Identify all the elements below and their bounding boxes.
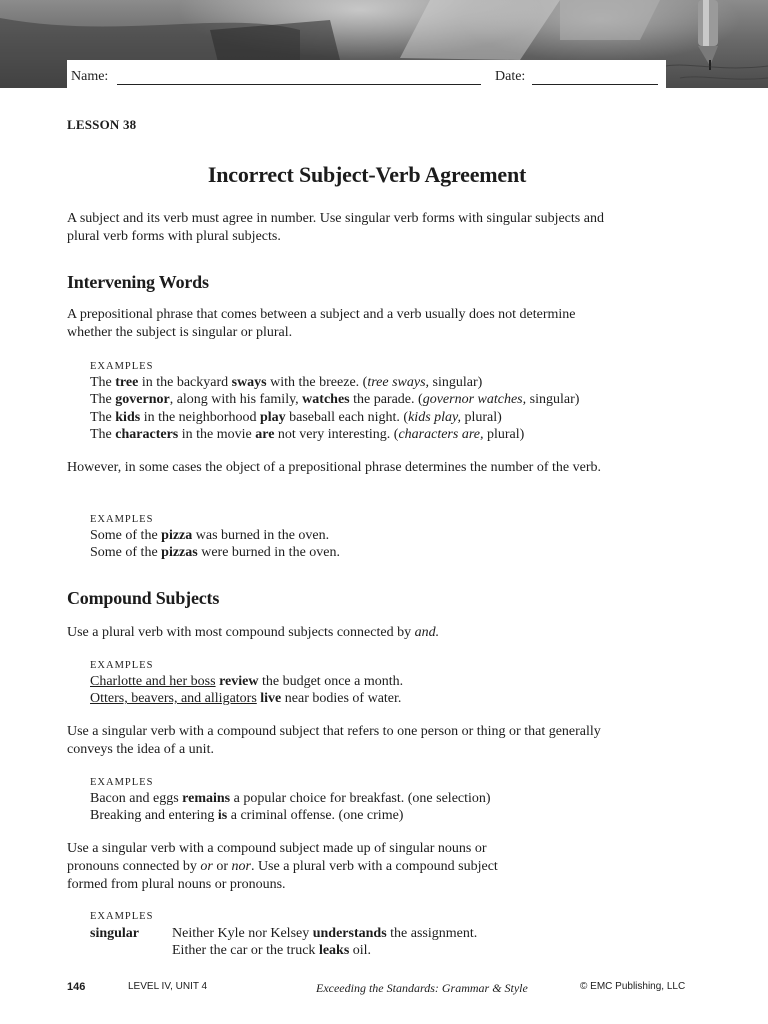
examples-label: EXAMPLES: [90, 911, 154, 922]
example-line: [172, 942, 650, 959]
examples-list: [90, 673, 650, 708]
page-title: Incorrect Subject-Verb Agreement: [207, 162, 527, 187]
bold-term: play: [259, 409, 286, 425]
examples-label: EXAMPLES: [90, 514, 154, 525]
emphasis-and: and.: [414, 625, 440, 640]
text-segment: The: [90, 392, 116, 408]
name-field-line[interactable]: [117, 84, 481, 85]
date-label: Date:: [495, 69, 526, 84]
text-segment: or: [212, 859, 232, 874]
text-segment: in the neighborhood: [140, 409, 260, 425]
bold-term: remains: [182, 791, 231, 806]
bold-term: leaks: [318, 943, 350, 959]
text-segment: a criminal offense. (one crime): [227, 808, 404, 824]
footer-book-title: Exceeding the Standards: Grammar & Style: [316, 981, 528, 995]
examples-list: [90, 374, 650, 443]
footer-level: LEVEL IV, UNIT 4: [128, 981, 208, 992]
examples-list: [90, 790, 650, 825]
bold-term: governor: [115, 392, 170, 408]
italic-note: kids play,: [408, 409, 461, 425]
section-heading-compound-subjects: Compound Subjects: [67, 588, 220, 608]
text-segment: in the movie: [178, 426, 256, 442]
bold-term: characters: [115, 426, 179, 442]
underlined-subject: Otters, beavers, and alligators: [90, 691, 257, 707]
example-line: [90, 409, 650, 426]
compound-paragraph-1: [67, 624, 607, 642]
bold-term: review: [219, 674, 259, 689]
example-line: [90, 391, 650, 408]
examples-label: EXAMPLES: [90, 777, 154, 788]
text-segment: plural): [483, 426, 525, 442]
intro-paragraph: A subject and its verb must agree in number. Use singular verb forms with singular subjects and plural verb forms with plural subjects.: [67, 211, 604, 244]
italic-note: governor watches,: [422, 392, 527, 408]
italic-note: characters are,: [398, 426, 484, 442]
page-number: 146: [67, 981, 86, 993]
singular-examples: [90, 925, 650, 960]
text-segment: not very interesting. (: [274, 426, 399, 442]
text-segment: Either the car or the truck: [172, 943, 319, 959]
example-line: [90, 790, 650, 807]
text-segment: were burned in the oven.: [197, 545, 341, 561]
example-line: [90, 807, 650, 824]
text-segment: . Use a plural verb with a compound subject formed from plural nouns or pronouns.: [67, 859, 498, 892]
text-segment: was burned in the oven.: [192, 528, 330, 543]
text-segment: oil.: [349, 943, 372, 959]
examples-list: [172, 925, 650, 960]
examples-list: [90, 527, 650, 562]
text-segment: singular): [526, 392, 580, 408]
bold-term: pizzas: [161, 545, 198, 561]
text-segment: Use a plural verb with most compound subjects connected by: [67, 625, 415, 640]
text-segment: Breaking and entering: [90, 808, 218, 824]
example-line: [172, 925, 650, 942]
bold-term: are: [255, 426, 275, 442]
text-segment: the assignment.: [386, 926, 478, 941]
prepositional-object-paragraph: However, in some cases the object of a prepositional phrase determines the number of the verb.: [67, 460, 601, 475]
bold-term: tree: [115, 375, 139, 390]
text-segment: singular): [429, 375, 483, 390]
text-segment: with the breeze. (: [266, 375, 368, 390]
footer-copyright: © EMC Publishing, LLC: [580, 981, 686, 992]
singular-label: singular: [90, 926, 140, 941]
text-segment: Neither Kyle nor Kelsey: [172, 926, 313, 941]
name-date-bar: [67, 60, 666, 88]
compound-paragraph-3: [67, 840, 527, 894]
bold-term: pizza: [161, 528, 193, 543]
underlined-subject: Charlotte and her boss: [90, 674, 216, 689]
bold-term: is: [217, 808, 228, 824]
text-segment: , along with his family,: [169, 392, 303, 408]
bold-term: sways: [231, 375, 267, 390]
bold-term: watches: [302, 392, 350, 408]
text-segment: a popular choice for breakfast. (one selection): [230, 791, 491, 806]
lesson-number: LESSON 38: [67, 117, 137, 132]
name-label: Name:: [71, 69, 109, 84]
text-segment: The: [90, 426, 116, 442]
text-segment: Some of the: [90, 528, 162, 543]
example-line: [90, 544, 650, 561]
text-segment: The: [90, 409, 116, 425]
text-segment: Some of the: [90, 545, 162, 561]
bold-term: kids: [115, 409, 141, 425]
bold-term: understands: [312, 926, 387, 941]
text-segment: the budget once a month.: [258, 674, 404, 689]
date-field-line[interactable]: [532, 84, 658, 85]
example-line: [90, 426, 650, 443]
text-segment: near bodies of water.: [281, 691, 402, 707]
text-segment: The: [90, 375, 116, 390]
compound-paragraph-2: Use a singular verb with a compound subject that refers to one person or thing or that generally conveys the idea of a unit.: [67, 724, 601, 757]
text-segment: baseball each night. (: [285, 409, 409, 425]
example-line: [90, 673, 650, 690]
section-heading-intervening-words: Intervening Words: [67, 272, 209, 292]
emphasis-or: or: [200, 859, 213, 874]
text-segment: Use a singular verb with a compound subject made up of singular nouns or pronouns connected by: [67, 841, 487, 874]
text-segment: Bacon and eggs: [90, 791, 183, 806]
header-photo-banner: [0, 0, 768, 88]
text-segment: plural): [460, 409, 502, 425]
text-segment: in the backyard: [138, 375, 232, 390]
intervening-paragraph: A prepositional phrase that comes between a subject and a verb usually does not determine whether the subject is singular or plural.: [67, 307, 576, 340]
bold-term: live: [260, 691, 282, 707]
italic-note: tree sways,: [367, 375, 430, 390]
emphasis-nor: nor: [231, 859, 251, 874]
example-line: [90, 527, 650, 544]
examples-label: EXAMPLES: [90, 361, 154, 372]
examples-label: EXAMPLES: [90, 660, 154, 671]
example-line: [90, 690, 650, 707]
example-line: [90, 374, 650, 391]
text-segment: the parade. (: [349, 392, 423, 408]
